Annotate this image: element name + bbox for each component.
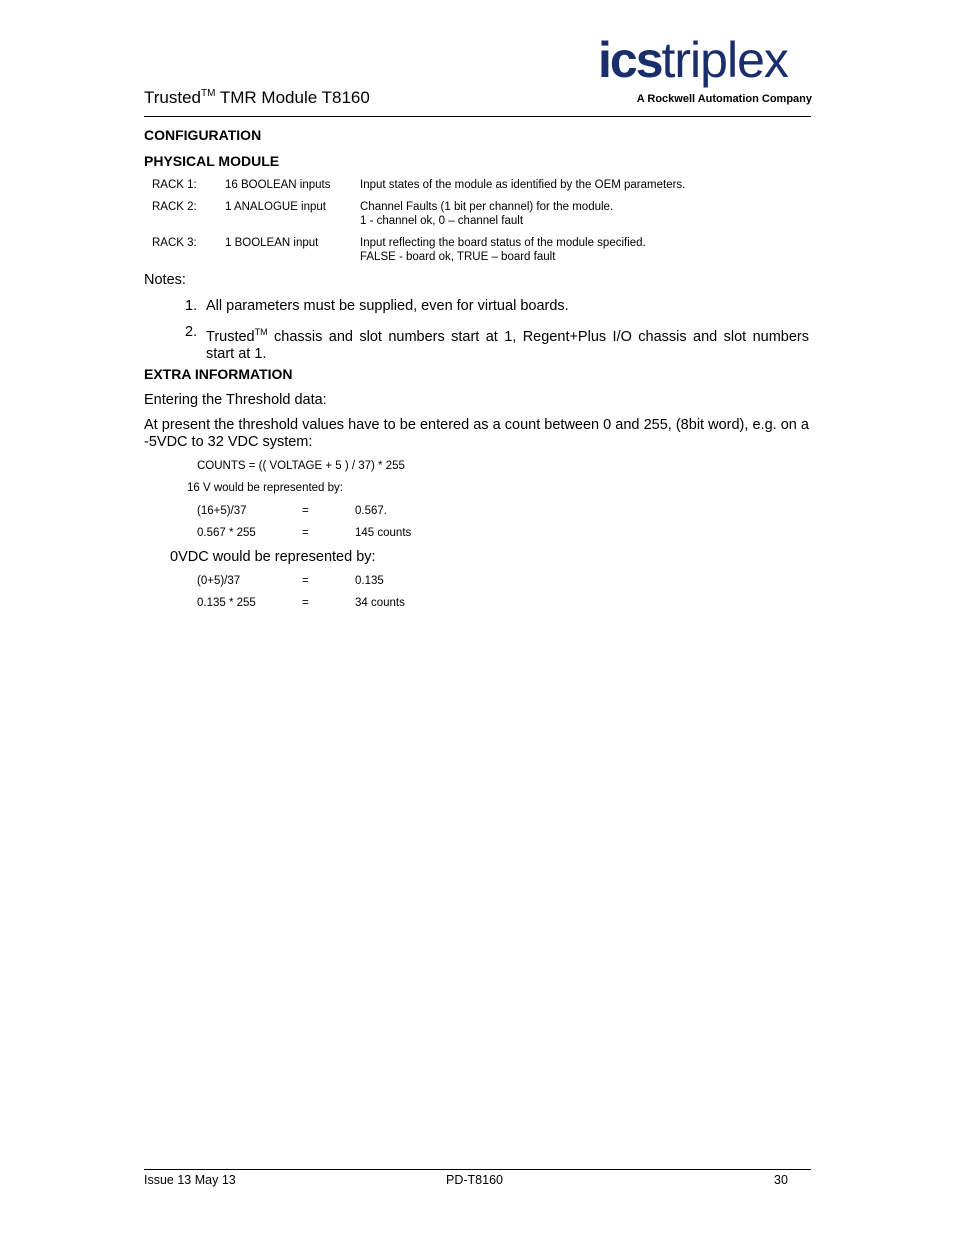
heading-configuration: CONFIGURATION (144, 127, 262, 143)
paragraph: At present the threshold values have to be entered as a count between 0 and 255, (8bit word), e.g. on a -5VDC to 32 VDC system: (144, 417, 809, 450)
calc-equals: = (302, 597, 309, 609)
footer-issue: Issue 13 May 13 (144, 1173, 236, 1187)
logo-ics-text: ics (598, 32, 662, 88)
rack-type: 16 BOOLEAN inputs (225, 179, 331, 191)
example-label: 16 V would be represented by: (187, 482, 343, 494)
calc-result: 145 counts (355, 527, 412, 539)
note-item: Trusted™ chassis and slot numbers start at 1, Regent+Plus I/O chassis and slot numbers start at 1. (206, 327, 809, 362)
logo-tagline: A Rockwell Automation Company (636, 93, 812, 105)
rack-name: RACK 2: (152, 201, 197, 213)
footer-page-number: 30 (774, 1173, 788, 1187)
footer-document-id: PD-T8160 (446, 1173, 503, 1187)
rack-description-detail: FALSE - board ok, TRUE – board fault (360, 251, 556, 263)
rack-description: Channel Faults (1 bit per channel) for the module. (360, 201, 614, 213)
rack-description: Input states of the module as identified by the OEM parameters. (360, 179, 686, 191)
footer-rule (144, 1169, 811, 1170)
calc-equals: = (302, 527, 309, 539)
rack-description: Input reflecting the board status of the module specified. (360, 237, 646, 249)
calc-equals: = (302, 575, 309, 587)
heading-extra-information: EXTRA INFORMATION (144, 366, 293, 382)
calc-expression: (16+5)/37 (197, 505, 247, 517)
calc-result: 0.567. (355, 505, 387, 517)
calc-expression: 0.135 * 255 (197, 597, 256, 609)
rack-name: RACK 1: (152, 179, 197, 191)
formula: COUNTS = (( VOLTAGE + 5 ) / 37) * 255 (197, 460, 405, 472)
calc-equals: = (302, 505, 309, 517)
notes-label: Notes: (144, 272, 186, 288)
rack-name: RACK 3: (152, 237, 197, 249)
heading-physical-module: PHYSICAL MODULE (144, 153, 280, 169)
calc-expression: 0.567 * 255 (197, 527, 256, 539)
note-number: 1. (185, 298, 198, 314)
note-item: All parameters must be supplied, even for virtual boards. (206, 298, 569, 314)
rack-type: 1 BOOLEAN input (225, 237, 319, 249)
logo-triplex-text: triplex (661, 32, 788, 88)
document-title: Trusted™ TMR Module T8160 (144, 88, 370, 107)
note-number: 2. (185, 324, 198, 340)
paragraph: Entering the Threshold data: (144, 392, 327, 408)
header-rule (144, 116, 811, 117)
company-logo (598, 30, 812, 90)
example-label: 0VDC would be represented by: (170, 549, 376, 565)
rack-description-detail: 1 - channel ok, 0 – channel fault (360, 215, 524, 227)
calc-result: 0.135 (355, 575, 384, 587)
rack-type: 1 ANALOGUE input (225, 201, 326, 213)
calc-result: 34 counts (355, 597, 405, 609)
calc-expression: (0+5)/37 (197, 575, 241, 587)
